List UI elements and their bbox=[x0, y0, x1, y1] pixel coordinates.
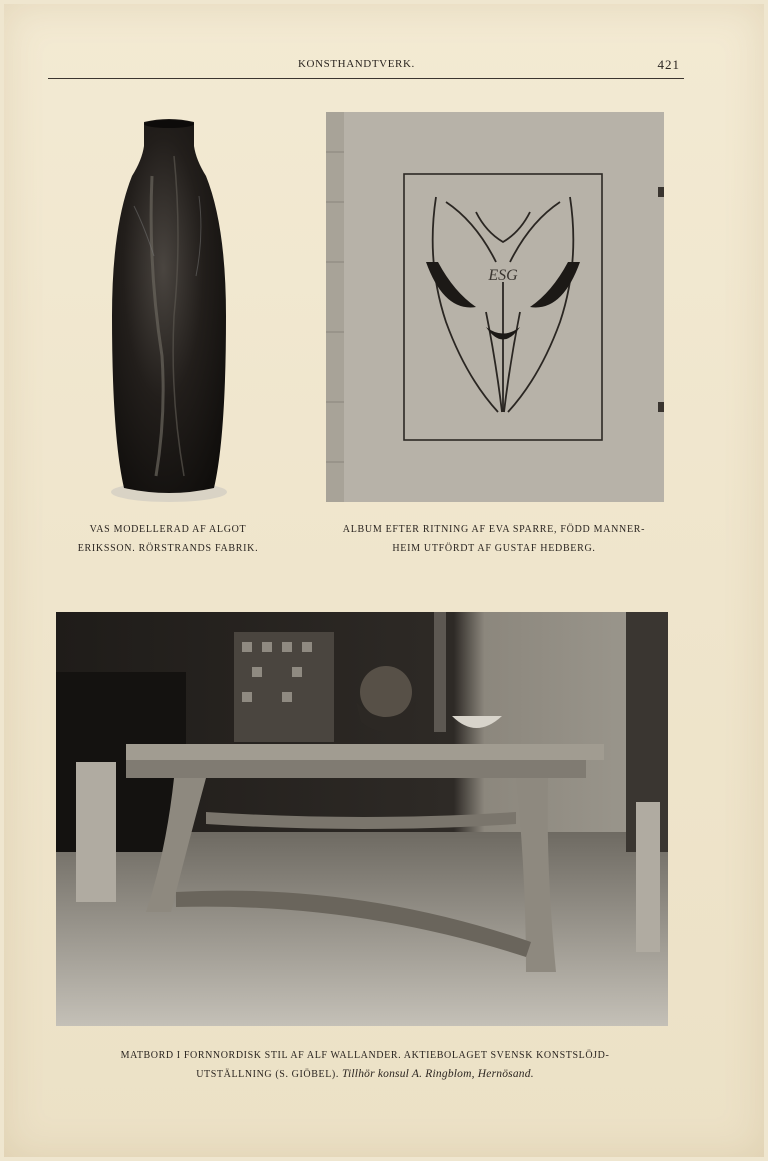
vase-photo bbox=[104, 116, 234, 508]
table-caption bbox=[60, 1046, 670, 1084]
vase-caption-line2: ERIKSSON. RÖRSTRANDS FABRIK. bbox=[77, 543, 259, 554]
vase-caption-line1: VAS MODELLERAD AF ALGOT bbox=[89, 524, 247, 535]
album-caption bbox=[316, 520, 672, 558]
table-caption-line2 bbox=[60, 1065, 670, 1084]
page-number: 421 bbox=[657, 57, 680, 72]
page bbox=[4, 4, 764, 1157]
vase-caption bbox=[68, 520, 268, 558]
table-photo bbox=[56, 612, 668, 1026]
table-caption-line2-upper: UTSTÄLLNING (S. GIÖBEL). bbox=[196, 1069, 339, 1080]
album-monogram: ESG bbox=[488, 267, 518, 284]
running-title: KONSTHANDTVERK. bbox=[298, 58, 415, 70]
album-caption-line1: ALBUM EFTER RITNING AF EVA SPARRE, FÖDD MANNER- bbox=[342, 524, 646, 535]
table-caption-line2-italic: Tillhör konsul A. Ringblom, Hernösand. bbox=[342, 1068, 534, 1080]
running-head bbox=[48, 58, 684, 78]
album-caption-line2: HEIM UTFÖRDT AF GUSTAF HEDBERG. bbox=[392, 543, 596, 554]
table-caption-line1: MATBORD I FORNNORDISK STIL AF ALF WALLANDER. AKTIEBOLAGET SVENSK KONSTSLÖJD- bbox=[120, 1050, 610, 1061]
header-rule bbox=[48, 78, 684, 79]
album-photo bbox=[326, 112, 664, 502]
